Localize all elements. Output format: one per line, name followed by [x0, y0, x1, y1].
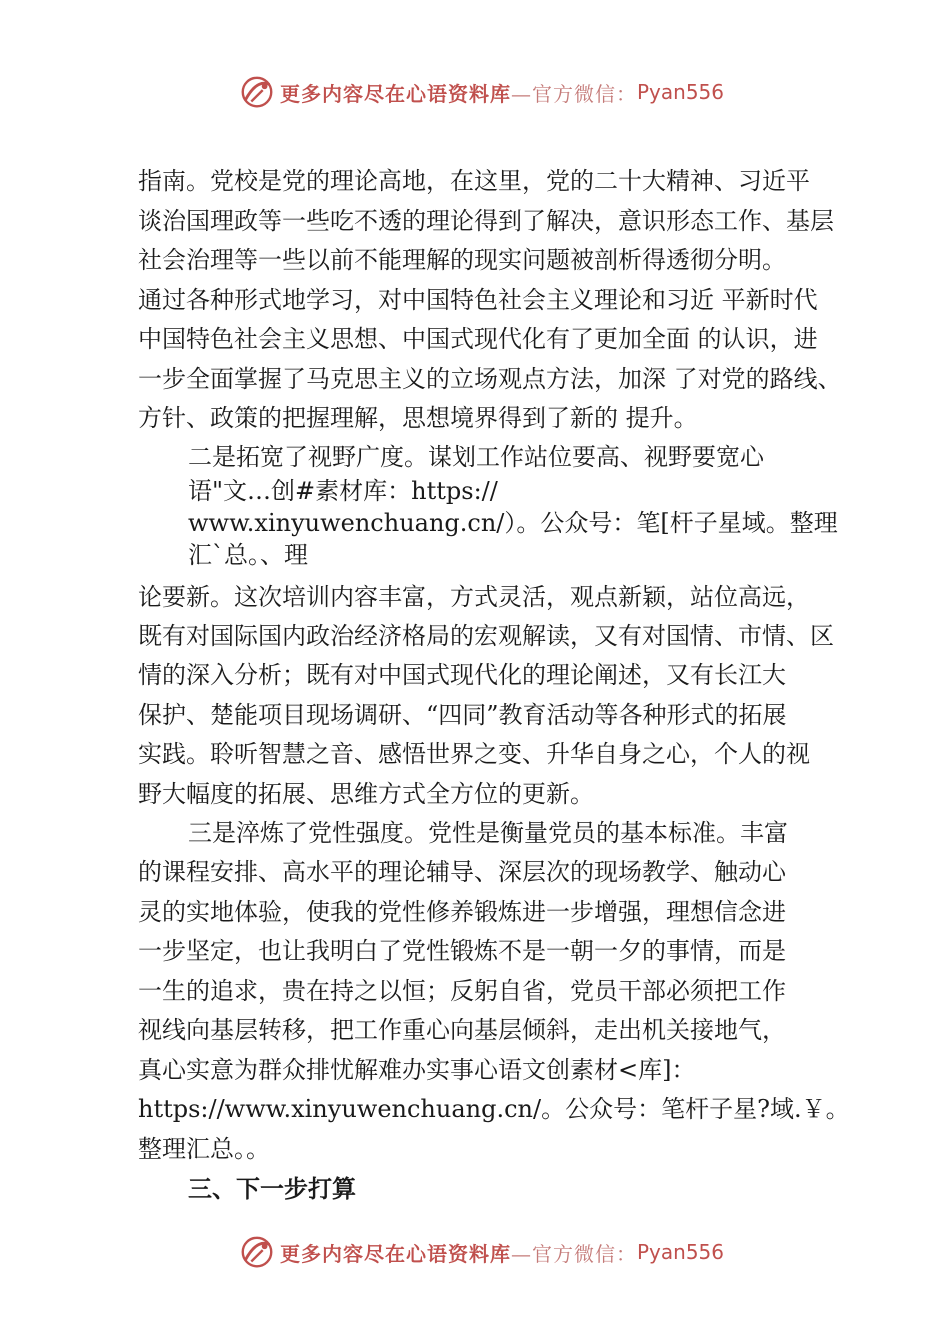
paragraph-line: 通过各种形式地学习，对中国特色社会主义理论和习近 平新时代 [138, 286, 818, 314]
header-watermark-banner [238, 72, 758, 112]
paragraph-line: 的课程安排、高水平的理论辅导、深层次的现场教学、触动心 [138, 858, 786, 886]
paragraph-line: 野大幅度的拓展、思维方式全方位的更新。 [138, 780, 594, 808]
paragraph-line: 情的深入分析；既有对中国式现代化的理论阐述，又有长江大 [138, 661, 786, 689]
paragraph-line: 真心实意为群众排忧解难办实事心语文创素材<库]： [138, 1056, 696, 1084]
paragraph-line: 保护、楚能项目现场调研、“四同”教育活动等各种形式的拓展 [138, 701, 787, 729]
banner-wechat-id: Pyan556 [637, 80, 725, 104]
banner-dash-text: —官方微信： [511, 81, 637, 106]
paragraph-line: 视线向基层转移，把工作重心向基层倾斜，走出机关接地气， [138, 1016, 786, 1044]
banner-dash-text: —官方微信： [511, 1241, 637, 1266]
paragraph-line: 中国特色社会主义思想、中国式现代化有了更加全面 的认识，进 [138, 325, 818, 353]
footer-watermark-banner [238, 1232, 758, 1272]
paragraph-line: 论要新。这次培训内容丰富，方式灵活，观点新颖，站位高远， [138, 583, 810, 611]
logo-icon [238, 1233, 276, 1271]
paragraph-line: 实践。聆听智慧之音、感悟世界之变、升华自身之心，个人的视 [138, 740, 810, 768]
banner-wechat-id: Pyan556 [637, 1240, 725, 1264]
paragraph-line: 汇`总。、理 [188, 541, 308, 569]
paragraph-line: 一生的追求，贵在持之以恒；反躬自省，党员干部必须把工作 [138, 977, 786, 1005]
paragraph-line: www.xinyuwenchuang.cn/）。公众号：笔[杆子星域。整理 [188, 509, 838, 537]
banner-main-text: 更多内容尽在心语资料库 [280, 1241, 511, 1266]
paragraph-line: 二是拓宽了视野广度。谋划工作站位要高、视野要宽心 [188, 443, 764, 471]
paragraph-line: 三是淬炼了党性强度。党性是衡量党员的基本标准。丰富 [188, 819, 788, 847]
paragraph-line: 语"文…创#素材库：https:// [188, 477, 498, 505]
paragraph-line: 方针、政策的把握理解，思想境界得到了新的 提升。 [138, 404, 698, 432]
paragraph-line: 指南。党校是党的理论高地，在这里，党的二十大精神、习近平 [138, 167, 810, 195]
paragraph-line: https://www.xinyuwenchuang.cn/。公众号：笔杆子星?域.￥。 [138, 1095, 850, 1123]
section-heading: 三、下一步打算 [188, 1174, 356, 1203]
logo-icon [238, 73, 276, 111]
paragraph-line: 既有对国际国内政治经济格局的宏观解读，又有对国情、市情、区 [138, 622, 834, 650]
banner-main-text: 更多内容尽在心语资料库 [280, 81, 511, 106]
paragraph-line: 灵的实地体验，使我的党性修养锻炼进一步增强，理想信念进 [138, 898, 786, 926]
paragraph-line: 谈治国理政等一些吃不透的理论得到了解决，意识形态工作、基层 [138, 207, 834, 235]
paragraph-line: 整理汇总。。 [138, 1135, 270, 1163]
paragraph-line: 社会治理等一些以前不能理解的现实问题被剖析得透彻分明。 [138, 246, 786, 274]
paragraph-line: 一步全面掌握了马克思主义的立场观点方法，加深 了对党的路线、 [138, 365, 842, 393]
paragraph-line: 一步坚定，也让我明白了党性锻炼不是一朝一夕的事情，而是 [138, 937, 786, 965]
